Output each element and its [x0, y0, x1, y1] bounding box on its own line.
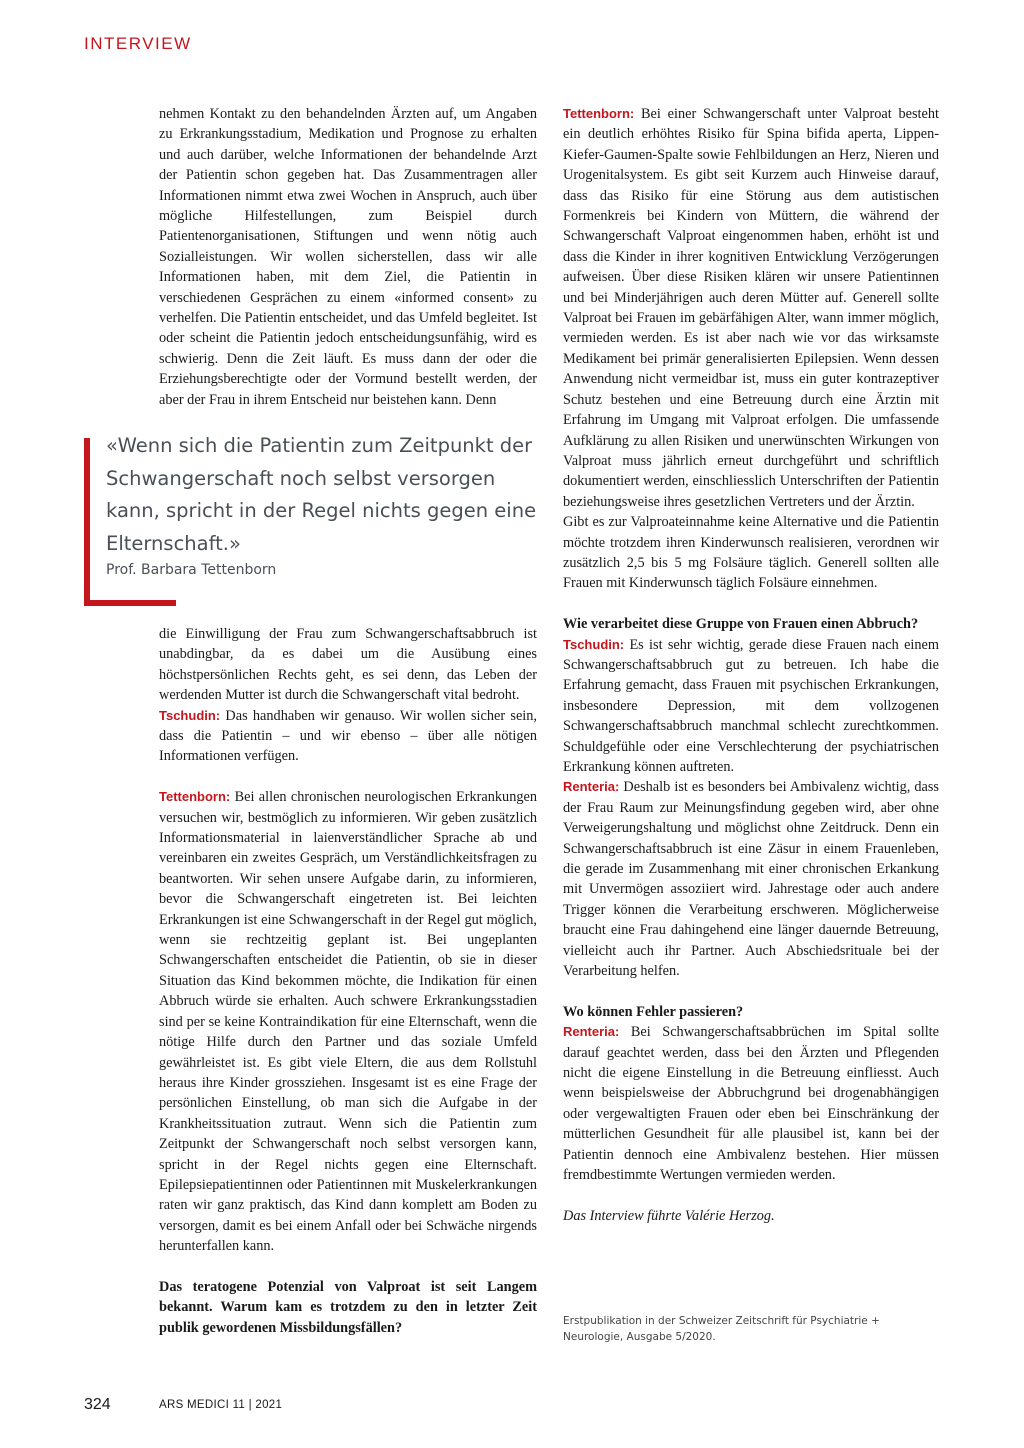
paragraph-text: Das handhaben wir genauso. Wir wollen sicher sein, dass die Patientin – und wir ebenso – über alle nötigen Informationen verfügen. [159, 707, 537, 765]
section-label: INTERVIEW [84, 34, 192, 53]
paragraph-text: Es ist sehr wichtig, gerade diese Frauen nach einem Schwangerschaftsabbruch gut zu betreuen. Ich habe die Erfahrung gemacht, dass Frauen mit psychischen Erkrankungen, insbesondere Depression, mit dem vollzogenen Schwangerschaftsabbruch manchmal schlecht zurechtkommen. Schuldgefühle oder eine Verschlechterung der psychiatrischen Erkrankung können auftreten. [563, 636, 939, 775]
speaker-label: Tschudin: [159, 707, 221, 723]
pull-quote-author: Prof. Barbara Tettenborn [106, 562, 277, 578]
paragraph: Gibt es zur Valproateinnahme keine Alternative und die Patientin möchte trotzdem ihren Kinderwunsch realisieren, verordnen wir zusätzlich 2,5 bis 5 mg Folsäure täglich. Generell sollten alle Frauen mit Kinderwunsch täglich Folsäure einnehmen. [563, 514, 939, 592]
quote-bar-horizontal [84, 600, 176, 606]
footnote: Erstpublikation in der Schweizer Zeitschrift für Psychiatrie + Neurologie, Ausgabe 5/2020. [563, 1315, 880, 1343]
paragraph [563, 1022, 939, 1185]
paragraph [563, 635, 939, 778]
column-left [159, 104, 537, 410]
paragraph-text: Bei Schwangerschaftsabbrüchen im Spital sollte darauf geachtet werden, dass bei den Ärzten und Pflegenden nicht die eigene Einstellung in die Betreuung einfliesst. Auch wenn beispielsweise der Abbruchgrund bei drogenabhängigen oder vergewaltigten Frauen oder eben bei Einschränkung der mütterlichen Gesundheit für alle plausibel ist, kann bei der Patientin dennoch eine Ambivalenz bestehen. Hier müssen fremdbestimmte Wertungen vermieden werden. [563, 1024, 939, 1184]
paragraph-text: Bei einer Schwangerschaft unter Valproat besteht ein deutlich erhöhtes Risiko für Spina bifida aperta, Lippen-Kiefer-Gaumen-Spalte sowie Fehlbildungen an Herz, Nieren und Urogenitalsystem. Es gibt seit Kurzem auch Hinweise darauf, dass das Risiko für eine Störung aus dem autistischen Formenkreis bei Kindern von Müttern, die während der Schwangerschaft Valproat eingenommen haben, erhöht ist und dass die Kinder in ihrer kognitiven Entwicklung Verzögerungen aufweisen. Über diese Risiken klären wir unsere Patientinnen und bei Minderjährigen auch deren Mütter auf. Generell sollte Valproat bei Frauen im gebärfähigen Alter, wann immer möglich, vermieden werden. Es ist aber nach wie vor das wirksamste Medikament bei primär generalisierten Epilepsien. Wenn dessen Anwendung nicht vermeidbar ist, muss ein guter kontrazeptiver Schutz bestehen und eine Betreuung durch eine Ärztin mit Erfahrung im Umgang mit Valproat erfolgen. Die umfassende Aufklärung zu allen Risiken und unerwünschten Wirkungen von Valproat muss jährlich erneut durchgeführt und schriftlich dokumentiert werden, einschliesslich Unterschriften der Patientin beziehungsweise ihres gesetzlichen Vertreters und der Ärztin. [563, 106, 939, 510]
speaker-label: Renteria: [563, 1024, 620, 1040]
speaker-label: Tschudin: [563, 636, 625, 652]
speaker-label: Tettenborn: [159, 789, 231, 805]
paragraph-text: Bei allen chronischen neurologischen Erkrankungen versuchen wir, bestmöglich zu informieren. Wir geben zusätzlich Informationsmaterial in laienverständlicher Sprache ab und vereinbaren ein zweites Gespräch, um Verständlichkeitsfragen zu beantworten. Wir sehen unsere Aufgabe darin, zu informieren, bevor die Schwangerschaft eingetreten ist. Bei leichten Erkrankungen ist eine Schwangerschaft in der Regel gut möglich, wenn sie rechtzeitig geplant ist. Bei ungeplanten Schwangerschaften entscheidet die Patientin, ob sie in dieser Situation das Kind bekommen möchte, die Indikation für einen Abbruch würde sie erhalten. Auch schwere Erkrankungsstadien sind per se keine Kontraindikation für eine Elternschaft, wenn die nötige Hilfe durch den Partner und das soziale Umfeld gewährleistet ist. Es gibt viele Eltern, die aus dem Rollstuhl heraus ihre Kinder grossziehen. Insgesamt ist es eine Frage der persönlichen Einstellung, ob man sich die Aufgabe in der Krankheitssituation zutraut. Wenn sich die Patientin zum Zeitpunkt der Schwangerschaft noch selbst versorgen kann, spricht in der Regel nichts gegen eine Elternschaft. Epilepsiepatientinnen oder Patientinnen mit Muskelerkrankungen raten wir ganz praktisch, das Kind dann komplett am Boden zu versorgen, damit es bei einem Anfall oder bei Schwäche nirgends herunterfallen kann. [159, 789, 537, 1255]
interview-question: Wie verarbeitet diese Gruppe von Frauen einen Abbruch? [563, 616, 919, 633]
interview-question: Das teratogene Potenzial von Valproat ist seit Langem bekannt. Warum kam es trotzdem zu den in letzter Zeit publik gewordenen Missbildungsfällen? [159, 1278, 537, 1336]
paragraph [563, 104, 939, 512]
paragraph [563, 777, 939, 981]
paragraph: die Einwilligung der Frau zum Schwangerschaftsabbruch ist unabdingbar, da es dabei um die Ausübung eines höchstpersönlichen Rechts geht, es sei denn, das Leben der werdenden Mutter ist durch die Schwangerschaft vital bedroht. [159, 626, 537, 704]
paragraph: nehmen Kontakt zu den behandelnden Ärzten auf, um Angaben zu Erkrankungsstadium, Medikation und Prognose zu erhalten und auch darüber, welche Informationen der behandelnde Arzt der Patientin schon gegeben hat. Das Zusammentragen aller Informationen nimmt etwa zwei Wochen in Anspruch, auch über mögliche Hilfestellungen, zum Beispiel durch Patientenorganisationen, Stiftungen und wenn nötig auch Sozialleistungen. Wir wollen sicherstellen, dass wir alle Informationen haben, mit dem Ziel, die Patientin in verschiedenen Gesprächen zu einem «informed consent» zu verhelfen. Die Patientin entscheidet, und das Umfeld begleitet. Ist oder scheint die Patientin jedoch entscheidungsunfähig, wird es schwierig. Denn die Zeit läuft. Es muss dann der oder die Erziehungsberechtigte oder der Vormund bestellt werden, der aber der Frau in ihrem Entscheid nur beistehen kann. Denn [159, 106, 537, 408]
speaker-label: Renteria: [563, 779, 620, 795]
paragraph [159, 706, 537, 767]
column-right [563, 104, 939, 1226]
column-left-continued [159, 624, 537, 1338]
journal-name: ARS MEDICI 11 | 2021 [159, 1399, 283, 1411]
speaker-label: Tettenborn: [563, 106, 635, 121]
quote-bar-vertical [84, 438, 90, 606]
pull-quote: «Wenn sich die Patientin zum Zeitpunkt der Schwangerschaft noch selbst versorgen kann, spricht in der Regel nichts gegen eine Elternschaft.» [106, 434, 537, 555]
interview-credit: Das Interview führte Valérie Herzog. [563, 1207, 775, 1224]
interview-question: Wo können Fehler passieren? [563, 1003, 744, 1020]
paragraph [159, 787, 537, 1256]
paragraph-text: Deshalb ist es besonders bei Ambivalenz wichtig, dass der Frau Raum zur Meinungsfindung gegeben wird, aber ohne Verweigerungshaltung und möglichst ohne Zeitdruck. Denn ein Schwangerschaftsabbruch ist eine Zäsur in einem Frauenleben, die gerade im Zusammenhang mit einer chronischen Erkankung mit Unvermögen assoziiert wird. Jahrestage oder auch andere Trigger können die Verarbeitung erschweren. Möglicherweise braucht eine Frau dahingehend eine länger dauernde Betreuung, vielleicht auch ihr Partner. Auch Abschiedsrituale bei der Verarbeitung helfen. [563, 779, 939, 980]
page-number: 324 [84, 1396, 111, 1413]
